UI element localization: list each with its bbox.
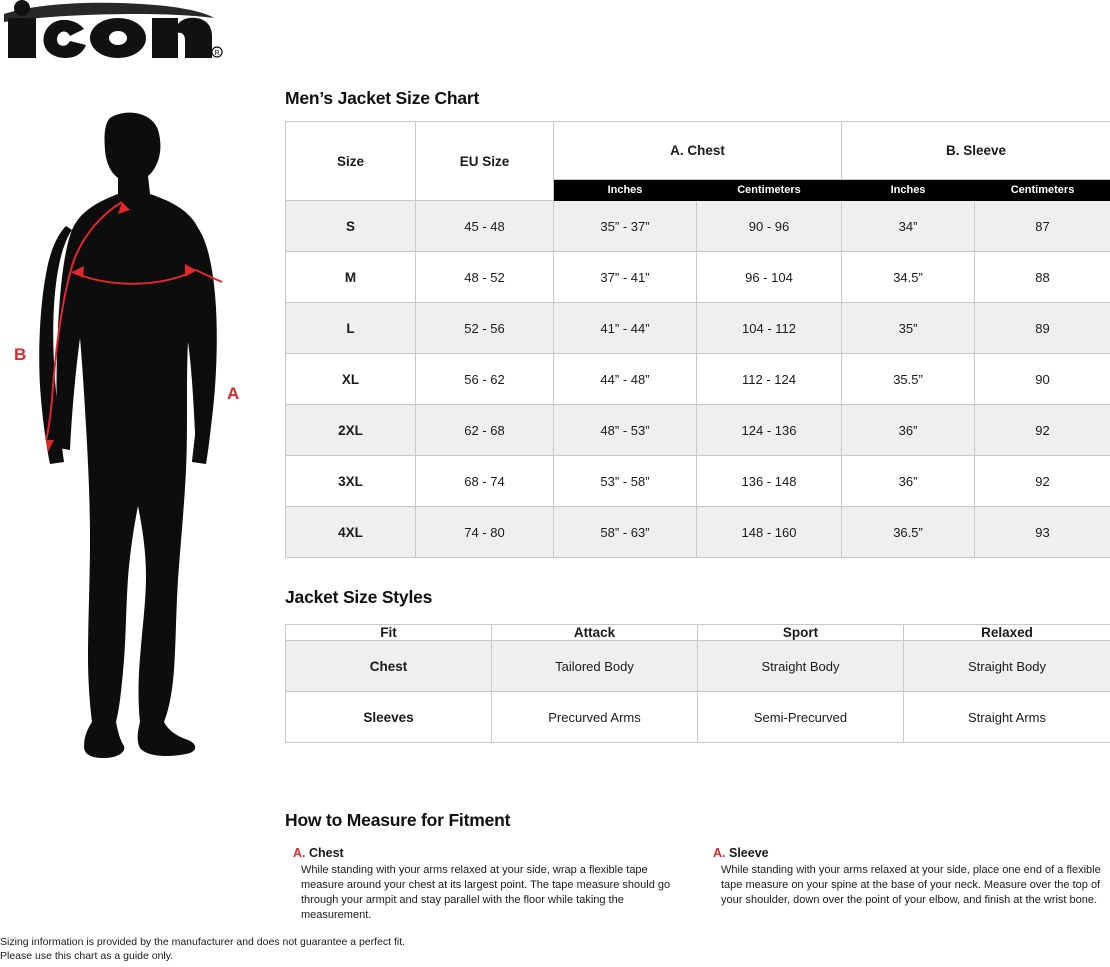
measure-sleeve-block	[713, 846, 1110, 908]
cell-chest-in: 53” - 58”	[554, 456, 697, 507]
header-size: Size	[286, 122, 416, 201]
cell-sleeve-cm: 87	[975, 201, 1110, 252]
cell-chest-in: 35” - 37”	[554, 201, 697, 252]
cell-style-label: Sleeves	[286, 692, 492, 743]
cell-eu: 74 - 80	[416, 507, 554, 558]
cell-eu: 62 - 68	[416, 405, 554, 456]
table-row	[286, 354, 1110, 405]
cell-style-attack: Precurved Arms	[492, 692, 698, 743]
measure-chest-heading	[293, 846, 693, 860]
cell-eu: 56 - 62	[416, 354, 554, 405]
cell-chest-in: 41” - 44”	[554, 303, 697, 354]
header-sleeve: B. Sleeve	[842, 122, 1110, 180]
cell-size: L	[286, 303, 416, 354]
header-sport: Sport	[698, 625, 904, 641]
cell-sleeve-in: 36.5”	[842, 507, 975, 558]
header-eu-size: EU Size	[416, 122, 554, 201]
measure-chest-block	[293, 846, 693, 923]
svg-text:R: R	[214, 50, 220, 57]
cell-chest-in: 48” - 53”	[554, 405, 697, 456]
header-attack: Attack	[492, 625, 698, 641]
footer-line-2: Please use this chart as a guide only.	[0, 950, 174, 962]
cell-eu: 48 - 52	[416, 252, 554, 303]
cell-chest-cm: 148 - 160	[697, 507, 842, 558]
cell-size: 3XL	[286, 456, 416, 507]
cell-size: XL	[286, 354, 416, 405]
page-title-how-to-measure: How to Measure for Fitment	[285, 810, 511, 830]
jacket-styles-table	[285, 624, 1110, 743]
cell-size: S	[286, 201, 416, 252]
table-header-row	[286, 625, 1110, 641]
cell-chest-cm: 112 - 124	[697, 354, 842, 405]
cell-sleeve-in: 35.5”	[842, 354, 975, 405]
footer-disclaimer	[0, 935, 1110, 963]
cell-sleeve-in: 36”	[842, 456, 975, 507]
table-row	[286, 641, 1110, 692]
cell-chest-cm: 96 - 104	[697, 252, 842, 303]
cell-sleeve-cm: 92	[975, 405, 1110, 456]
page-title-jacket-styles: Jacket Size Styles	[285, 587, 433, 607]
measure-chest-letter: A.	[293, 846, 306, 860]
cell-chest-in: 37” - 41”	[554, 252, 697, 303]
cell-chest-cm: 90 - 96	[697, 201, 842, 252]
cell-chest-in: 58” - 63”	[554, 507, 697, 558]
icon-brand-logo	[0, 0, 225, 62]
cell-style-label: Chest	[286, 641, 492, 692]
cell-style-sport: Straight Body	[698, 641, 904, 692]
cell-size: 4XL	[286, 507, 416, 558]
cell-sleeve-in: 35”	[842, 303, 975, 354]
measure-chest-text: While standing with your arms relaxed at your side, wrap a flexible tape measure around your chest at its largest point. The tape measure should go through your armpit and stay parallel with the floor while taking the measurement.	[301, 864, 671, 921]
table-row	[286, 252, 1110, 303]
header-fit: Fit	[286, 625, 492, 641]
measure-chest-name: Chest	[308, 846, 344, 860]
table-row	[286, 507, 1110, 558]
cell-sleeve-cm: 93	[975, 507, 1110, 558]
table-header-row	[286, 122, 1110, 180]
cell-eu: 52 - 56	[416, 303, 554, 354]
cell-eu: 68 - 74	[416, 456, 554, 507]
cell-style-sport: Semi-Precurved	[698, 692, 904, 743]
measure-sleeve-name: Sleeve	[728, 846, 769, 860]
styles-table-wrapper	[285, 624, 1110, 743]
table-row	[286, 303, 1110, 354]
cell-style-attack: Tailored Body	[492, 641, 698, 692]
table-row	[286, 692, 1110, 743]
size-chart-table-wrapper	[285, 121, 1110, 558]
footer-line-1: Sizing information is provided by the manufacturer and does not guarantee a perfect fit.	[0, 936, 406, 948]
cell-chest-cm: 124 - 136	[697, 405, 842, 456]
subheader-sleeve-centimeters: Centimeters	[975, 180, 1110, 201]
figure-label-a: A	[227, 384, 240, 403]
size-chart-table	[285, 121, 1110, 558]
figure-label-b: B	[14, 345, 27, 364]
cell-sleeve-in: 34.5”	[842, 252, 975, 303]
measure-sleeve-text: While standing with your arms relaxed at your side, place one end of a flexible tape measure on your spine at the base of your neck. Measure over the top of your shoulder, down over the point of your elbow, and finish at the wrist bone.	[721, 864, 1101, 906]
table-row	[286, 456, 1110, 507]
cell-sleeve-cm: 92	[975, 456, 1110, 507]
cell-sleeve-in: 34”	[842, 201, 975, 252]
cell-size: M	[286, 252, 416, 303]
subheader-chest-centimeters: Centimeters	[697, 180, 842, 201]
cell-sleeve-cm: 88	[975, 252, 1110, 303]
cell-chest-in: 44” - 48”	[554, 354, 697, 405]
subheader-chest-inches: Inches	[554, 180, 697, 201]
page-title-size-chart: Men’s Jacket Size Chart	[285, 88, 480, 108]
measure-sleeve-heading	[713, 846, 1110, 860]
header-relaxed: Relaxed	[904, 625, 1110, 641]
cell-sleeve-cm: 90	[975, 354, 1110, 405]
cell-chest-cm: 136 - 148	[697, 456, 842, 507]
body-measurement-figure	[0, 110, 270, 770]
table-row	[286, 405, 1110, 456]
cell-style-relaxed: Straight Arms	[904, 692, 1110, 743]
header-chest: A. Chest	[554, 122, 842, 180]
cell-size: 2XL	[286, 405, 416, 456]
cell-chest-cm: 104 - 112	[697, 303, 842, 354]
table-row	[286, 201, 1110, 252]
cell-style-relaxed: Straight Body	[904, 641, 1110, 692]
cell-sleeve-cm: 89	[975, 303, 1110, 354]
measure-sleeve-letter: A.	[713, 846, 726, 860]
cell-sleeve-in: 36”	[842, 405, 975, 456]
subheader-sleeve-inches: Inches	[842, 180, 975, 201]
cell-eu: 45 - 48	[416, 201, 554, 252]
